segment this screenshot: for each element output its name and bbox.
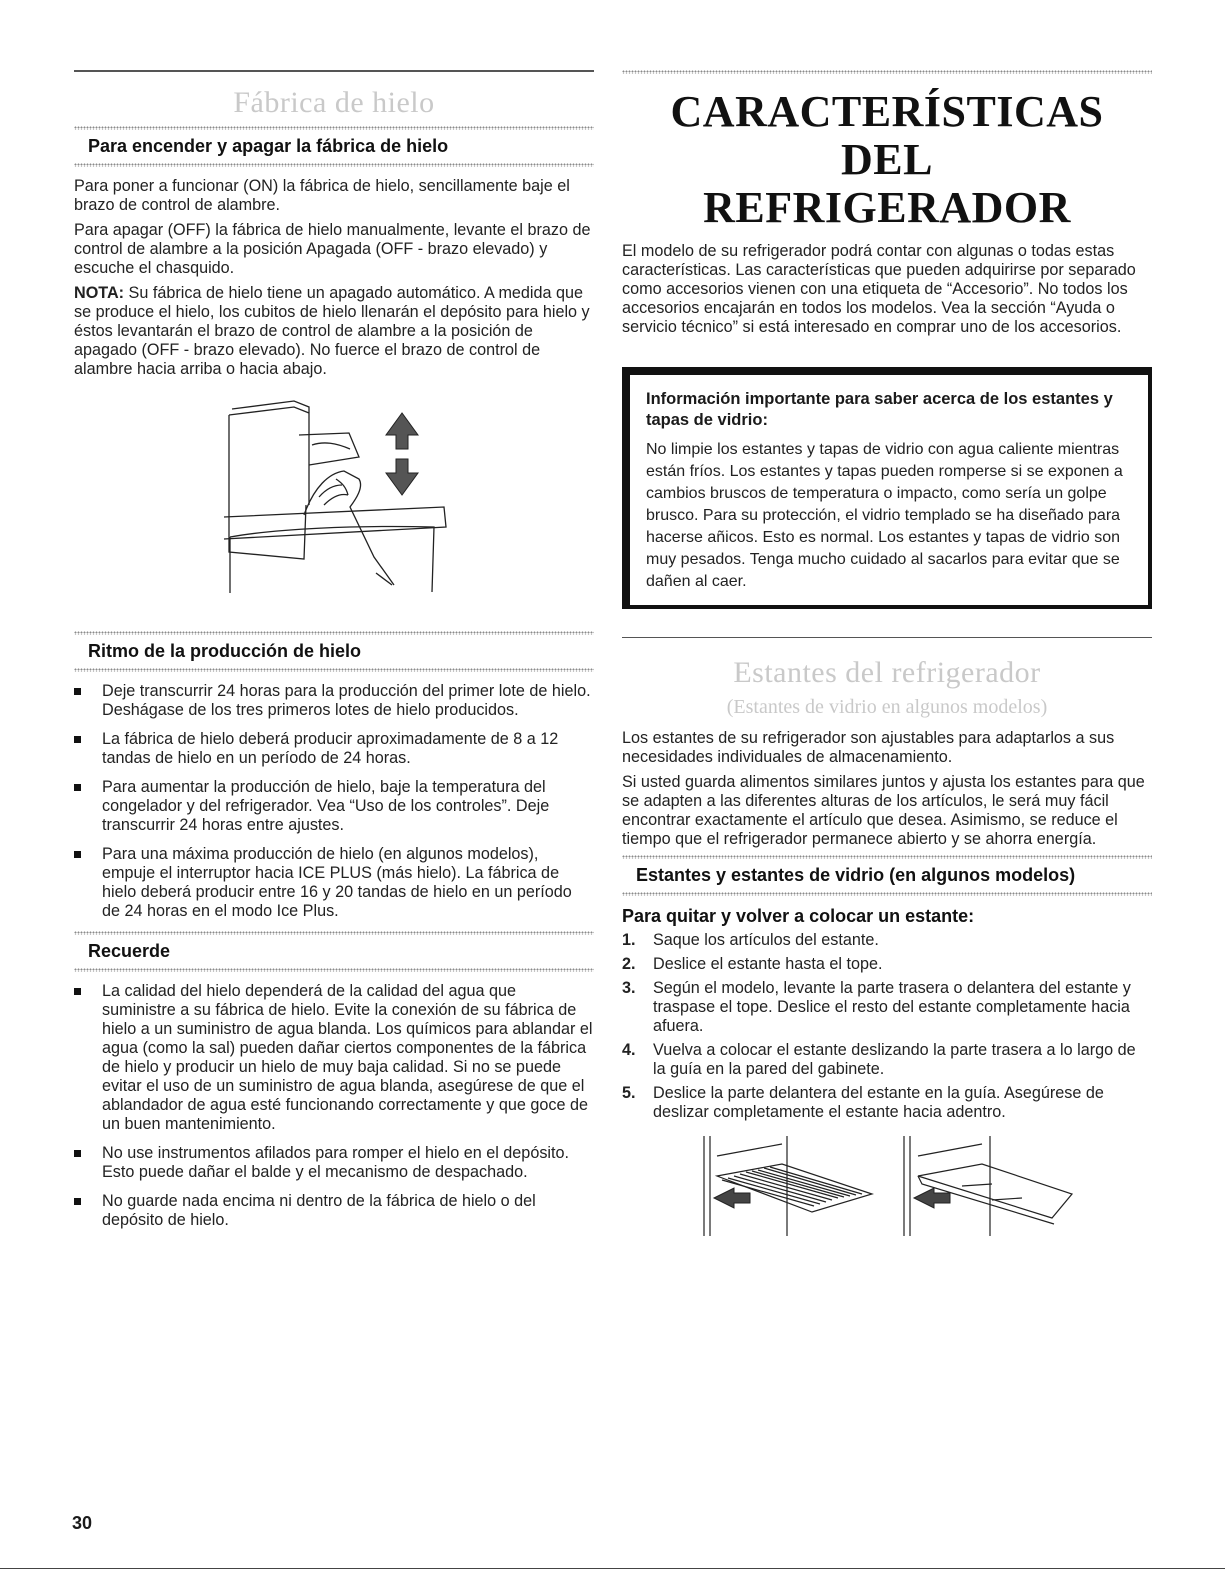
remember-heading: Recuerde	[88, 941, 171, 961]
important-info-box	[622, 367, 1152, 609]
step-number: 4.	[622, 1041, 636, 1059]
divider	[74, 968, 594, 972]
top-divider	[622, 70, 1152, 74]
step-item	[622, 1084, 1152, 1122]
step-number: 1.	[622, 931, 636, 949]
step-item	[622, 979, 1152, 1036]
page-title-line2: REFRIGERADOR	[703, 183, 1071, 232]
shelves-section-title: Estantes del refrigerador	[733, 656, 1041, 689]
list-item: No use instrumentos afilados para romper el hielo en el depósito. Esto puede dañar el balde y el mecanismo de despachado.	[74, 1144, 594, 1182]
section-rule	[622, 637, 1152, 638]
ice-rate-list	[74, 682, 594, 921]
note-text: Su fábrica de hielo tiene un apagado automático. A medida que se produce el hielo, los cubitos de hielo llenarán el depósito para hielo y éstos levantarán el brazo de control de alambre a la posición de apagado (OFF - brazo elevado). No fuerce el brazo de control de alambre hacia arriba o hacia abajo.	[74, 284, 590, 378]
top-rule	[74, 70, 594, 72]
ice-rate-heading: Ritmo de la producción de hielo	[88, 641, 362, 661]
glass-shelf-illustration	[904, 1136, 1072, 1236]
step-text: Vuelva a colocar el estante deslizando la parte trasera a lo largo de la guía en la pared del gabinete.	[653, 1041, 1136, 1078]
page-number: 30	[72, 1513, 93, 1533]
down-arrow-icon	[386, 459, 418, 495]
page-title	[622, 88, 1152, 232]
list-item: No guarde nada encima ni dentro de la fábrica de hielo o del depósito de hielo.	[74, 1192, 594, 1230]
divider	[622, 855, 1152, 859]
ice-maker-illustration	[74, 387, 594, 627]
step-item	[622, 931, 1152, 950]
up-arrow-icon	[386, 413, 418, 449]
divider	[622, 892, 1152, 896]
list-item: Para aumentar la producción de hielo, baje la temperatura del congelador y del refrigerador. Vea “Uso de los controles”. Deje transcurrir 24 horas entre ajustes.	[74, 778, 594, 835]
divider	[74, 668, 594, 672]
remember-list	[74, 982, 594, 1230]
steps-heading: Para quitar y volver a colocar un estante:	[622, 906, 975, 926]
list-item: Para una máxima producción de hielo (en algunos modelos), empuje el interruptor hacia ICE PLUS (más hielo). La fábrica de hielo deberá producir entre 16 y 20 tandas de hielo en un período de 24 horas en el modo Ice Plus.	[74, 845, 594, 921]
steps-list	[622, 931, 1152, 1122]
divider	[74, 631, 594, 635]
page-title-line1: CARACTERÍSTICAS DEL	[670, 87, 1104, 184]
step-number: 5.	[622, 1084, 636, 1102]
wire-shelf-illustration	[704, 1136, 872, 1236]
step-text: Según el modelo, levante la parte trasera o delantera del estante y traspase el tope. Deslice el resto del estante completamente hacia afuera.	[653, 979, 1131, 1035]
important-info-title: Información importante para saber acerca de los estantes y tapas de vidrio:	[646, 390, 1113, 429]
divider	[74, 126, 594, 130]
step-number: 3.	[622, 979, 636, 997]
step-item	[622, 1041, 1152, 1079]
paragraph: Para poner a funcionar (ON) la fábrica de hielo, sencillamente baje el brazo de control de alambre.	[74, 177, 570, 214]
step-text: Deslice la parte delantera del estante en la guía. Asegúrese de deslizar completamente el estante hacia adentro.	[653, 1084, 1104, 1121]
intro-paragraph: El modelo de su refrigerador podrá contar con algunas o todas estas características. Las características que pueden adquirirse por separado como accesorios vienen con una etiqueta de “Accesorio”. No todos los accesorios encajarán en todos los modelos. Vea la sección “Ayuda o servicio técnico” si está interesado en comprar uno de los accesorios.	[622, 242, 1136, 336]
important-info-text: No limpie los estantes y tapas de vidrio con agua caliente mientras están fríos. Los estantes y tapas pueden romperse si se exponen a cambios bruscos de temperatura o impacto, como sería un golpe brusco. Para su protección, el vidrio templado se ha diseñado para hacerse añicos. Esto es normal. Los estantes y tapas de vidrio son muy pesados. Tenga mucho cuidado al sacarlos para evitar que se dañen al caer.	[646, 441, 1123, 590]
list-item: La fábrica de hielo deberá producir aproximadamente de 8 a 12 tandas de hielo en un período de 24 horas.	[74, 730, 594, 768]
list-item: Deje transcurrir 24 horas para la producción del primer lote de hielo. Deshágase de los tres primeros lotes de hielo producidos.	[74, 682, 594, 720]
paragraph: Si usted guarda alimentos similares juntos y ajusta los estantes para que se adapten a las diferentes alturas de los artículos, le será muy fácil encontrar exactamente el artículo que desea. Asimismo, se reduce el tiempo que el refrigerador permanece abierto y se ahorra energía.	[622, 773, 1145, 848]
shelves-section-subtitle: (Estantes de vidrio en algunos modelos)	[726, 696, 1048, 718]
shelf-drawing	[622, 1136, 1152, 1246]
right-column	[622, 70, 1152, 1246]
bottom-rule	[0, 1568, 1225, 1569]
step-number: 2.	[622, 955, 636, 973]
step-text: Saque los artículos del estante.	[653, 931, 879, 949]
ice-maker-drawing	[74, 387, 594, 627]
divider	[74, 931, 594, 935]
step-text: Deslice el estante hasta el tope.	[653, 955, 883, 973]
ice-maker-on-off-heading: Para encender y apagar la fábrica de hielo	[88, 136, 449, 156]
ice-maker-section-title: Fábrica de hielo	[233, 86, 435, 119]
shelf-illustrations	[622, 1136, 1152, 1246]
slide-out-arrow-icon	[714, 1188, 750, 1208]
divider	[74, 163, 594, 167]
note-paragraph	[74, 284, 594, 379]
paragraph: Para apagar (OFF) la fábrica de hielo manualmente, levante el brazo de control de alambre a la posición Apagada (OFF - brazo elevado) y escuche el chasquido.	[74, 221, 591, 277]
left-column	[74, 70, 594, 1240]
list-item: La calidad del hielo dependerá de la calidad del agua que suministre a su fábrica de hielo. Evite la conexión de su fábrica de hielo a un suministro de agua blanda. Los químicos para ablandar el agua (como la sal) pueden dañar ciertos componentes de la fábrica de hielo y producir un hielo de muy baja calidad. Si no se puede evitar el uso de un suministro de agua blanda, asegúrese de que el ablandador de agua esté funcionando correctamente y que goce de un buen mantenimiento.	[74, 982, 594, 1134]
step-item	[622, 955, 1152, 974]
paragraph: Los estantes de su refrigerador son ajustables para adaptarlos a sus necesidades individuales de almacenamiento.	[622, 729, 1115, 766]
note-label: NOTA:	[74, 284, 125, 302]
glass-shelves-heading: Estantes y estantes de vidrio (en algunos modelos)	[636, 865, 1076, 885]
